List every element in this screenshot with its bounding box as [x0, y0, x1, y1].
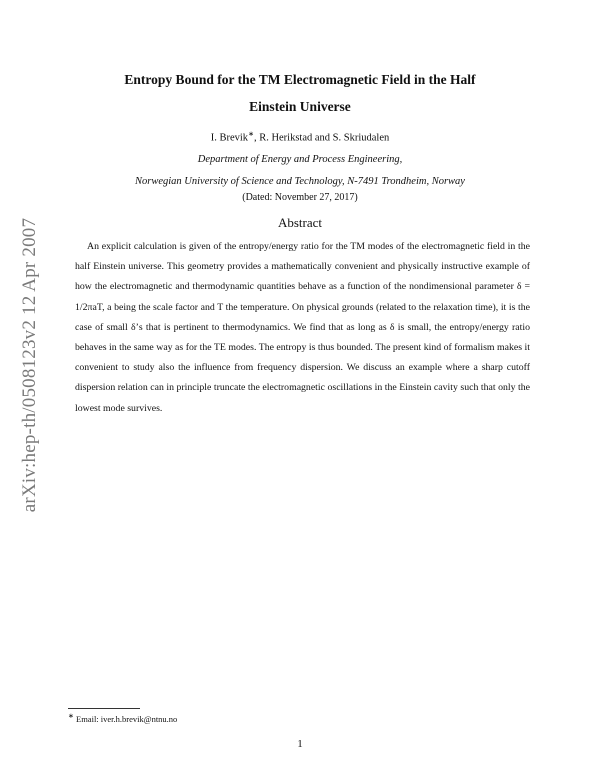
title-line-2: Einstein Universe	[249, 99, 351, 114]
author-list	[0, 130, 600, 144]
affiliation-line-2: Norwegian University of Science and Technology, N-7491 Trondheim, Norway	[135, 176, 465, 187]
abstract-body: An explicit calculation is given of the entropy/energy ratio for the TM modes of the electromagnetic field in the half Einstein universe. This geometry provides a mathematically convenient and physically instructive example of how the electromagnetic and thermodynamic quantities behave as a function of the nondimensional parameter δ = 1/2πaT, a being the scale factor and T the temperature. On physical grounds (related to the relaxation time), it is the case of small δ’s that is pertinent to thermodynamics. We find that as long as δ is small, the entropy/energy ratio behaves in the same way as for the TE modes. The entropy is thus bounded. The present kind of formalism makes it convenient to study also the influence from frequency dispersion. We discuss an example where a sharp cutoff dispersion relation can in principle truncate the electromagnetic oscillations in the Einstein cavity such that only the lowest mode survives.	[75, 241, 530, 414]
title-line-1: Entropy Bound for the TM Electromagnetic Field in the Half	[124, 72, 476, 87]
paper-title	[70, 66, 530, 120]
abstract-heading: Abstract	[277, 215, 323, 230]
footnote-mark: ∗	[68, 712, 74, 720]
footnote-email: Email: iver.h.brevik@ntnu.no	[73, 713, 178, 724]
page-number: 1	[297, 738, 303, 750]
author-footnote-mark: ∗	[248, 130, 254, 138]
footnote-rule	[68, 708, 140, 709]
affiliation-line-1: Department of Energy and Process Engineering,	[197, 154, 403, 165]
date-line: (Dated: November 27, 2017)	[242, 192, 358, 203]
arxiv-identifier-sidebar	[10, 200, 50, 530]
first-author: I. Brevik	[210, 132, 249, 144]
other-authors: , R. Herikstad and S. Skriudalen	[253, 132, 390, 144]
footnote	[68, 712, 177, 724]
arxiv-identifier: arXiv:hep-th/0508123v2 12 Apr 2007	[19, 217, 41, 513]
affiliation	[0, 149, 600, 193]
